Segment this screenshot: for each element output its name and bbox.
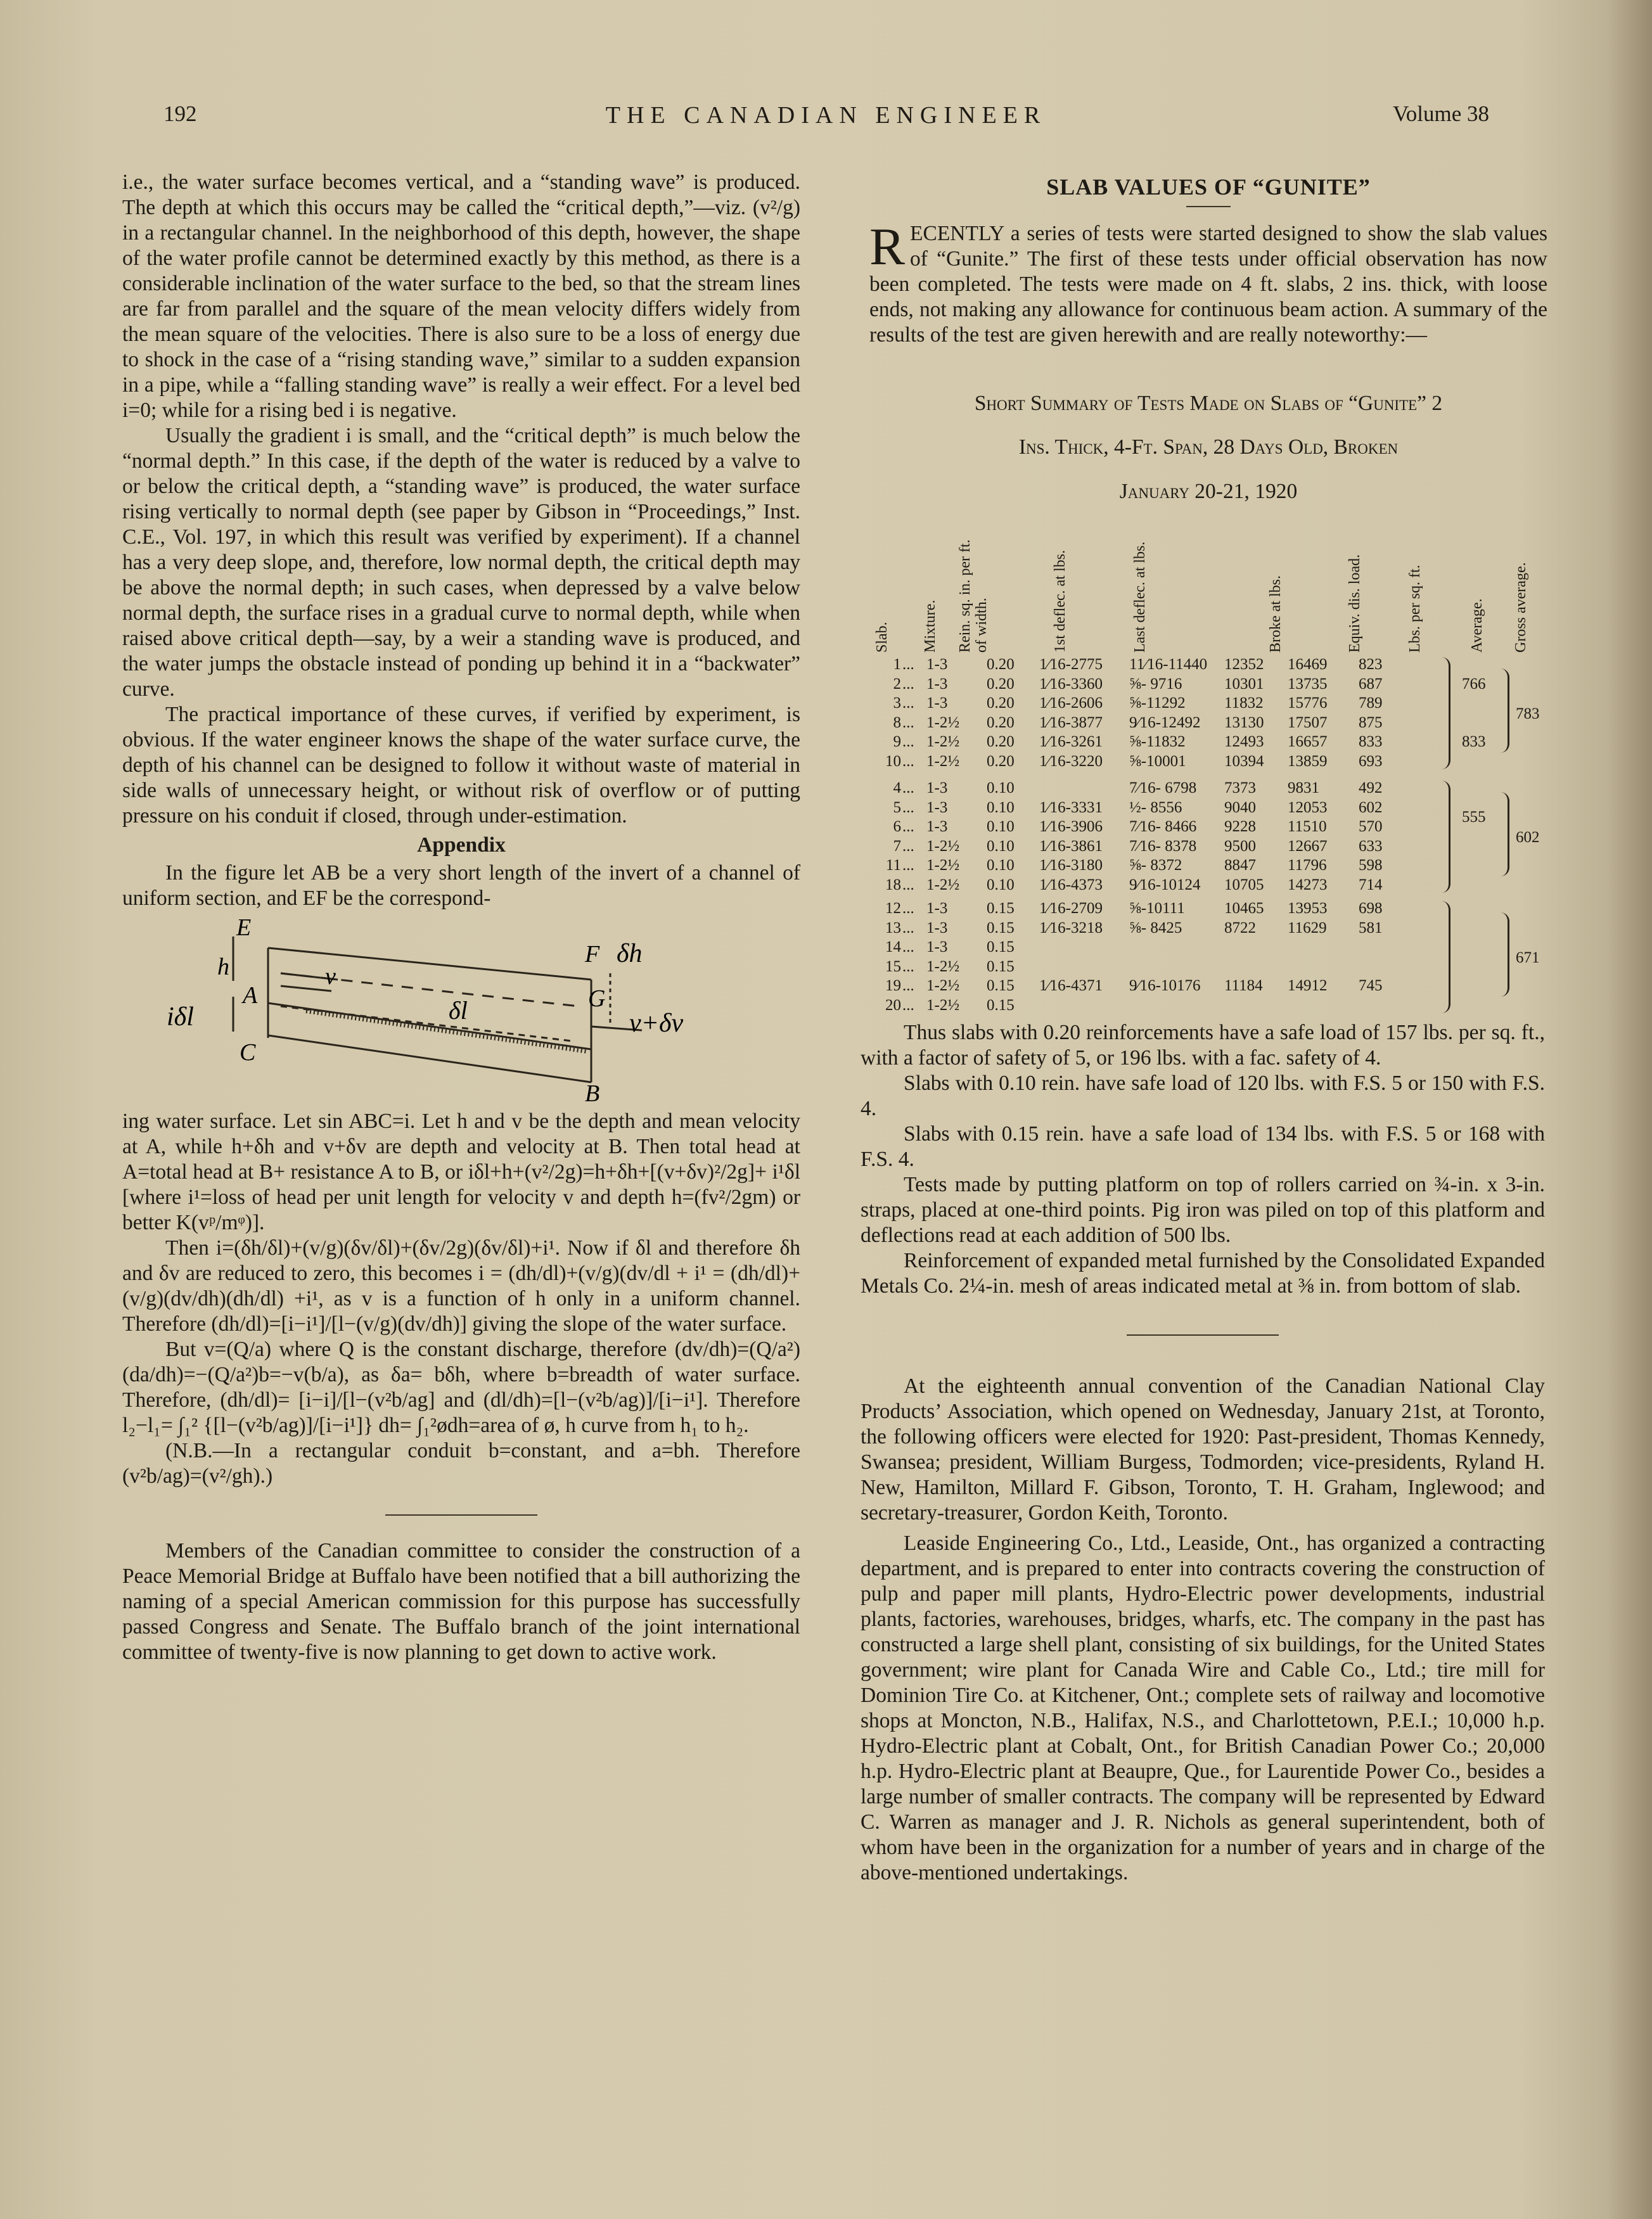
leader-dots: ... [902,900,914,917]
leader-dots: ... [902,837,914,855]
table-row [869,838,1554,859]
table-cell: ⅝-11832 [1129,733,1186,750]
gross-brace [1500,792,1509,876]
label-dh: δh [617,939,643,968]
table-row [869,779,1554,801]
leader-dots: ... [902,675,914,693]
leader-dots: ... [902,779,914,796]
table-cell: 1⁄16-4373 [1039,876,1103,893]
table-cell: 8 [893,713,901,731]
table-cell: 1-2½ [926,957,960,975]
table-header [869,504,1554,653]
paragraph: Usually the gradient i is small, and the “critical depth” is much below the “normal depth.” In this case, if the depth of the water is reduced by a valve to or below the critical depth, a “standing wave” is produced, the water surface rising vertically to normal depth (see paper by Gibson in “Proceedings,” Inst. C.E., Vol. 197, in which this result was verified by experiment). If a channel has a very deep slope, and, therefore, low normal depth, the critical depth may be above the normal depth; in such cases, when depressed by a valve below normal depth, the surface rises in a gradual curve to normal depth, while when raised above critical depth—say, by a weir a standing wave is produced, and the water jumps the obstacle instead of ponding up behind it in a “backwater” curve. [122,424,800,701]
table-cell: 10 [885,752,901,770]
leader-dots: ... [902,752,914,770]
drop-cap: R [869,217,906,276]
leader-dots: ... [902,957,914,975]
table-cell: 12 [885,900,901,917]
table-cell: 4 [893,779,901,796]
label-v-dv: v+δv [629,1009,684,1038]
table-cell: 7⁄16- 8466 [1129,818,1197,835]
table-cell: 13859 [1288,752,1328,770]
table-cell: 8847 [1224,857,1256,874]
table-cell: 1⁄16-3220 [1039,752,1103,770]
table-cell: 12667 [1288,837,1328,855]
table-cell: 11832 [1224,694,1264,712]
gross-average-value: 671 [1516,949,1540,966]
paragraph: Slabs with 0.10 rein. have safe load of 120 lbs. with F.S. 5 or 150 with F.S. 4. [861,1071,1545,1120]
leader-dots: ... [902,713,914,731]
paragraph: Leaside Engineering Co., Ltd., Leaside, Ont., has organized a contracting department, and is prepared to enter into contracts covering the construction of pulp and paper mill plants, Hydro-Electric power developments, industrial plants, factories, warehouses, bridges, wharfs, etc. The company in the past has constructed a large shell plant, consisting of six buildings, for the United States government; wire plant for Canada Wire and Cable Co., Ltd.; tire mill for Dominion Tire Co. at Kitchener, Ont.; complete sets of railway and locomotive shops at Moncton, N.B., Halifax, N.S., and Charlottetown, P.E.I.; 10,000 h.p. Hydro-Electric plant at Cobalt, Ont., for British Canadian Power Co.; 20,000 h.p. Hydro-Electric plant at Beaupre, Que., for Laurentide Power Co., besides a large number of smaller contracts. The company will be represented by Edward C. Warren as manager and J. R. Nichols as general superintendent, both of whom have been in the organization for a number of years and in charge of the above-mentioned undertakings. [861,1532,1545,1884]
table-cell: 0.15 [987,900,1015,917]
journal-title: THE CANADIAN ENGINEER [605,102,1047,129]
paragraph: In the figure let AB be a very short length of the invert of a channel of uniform section, and EF be the correspond- [122,861,800,910]
table-cell: 0.10 [987,876,1015,893]
table-cell: 10301 [1224,675,1264,693]
table-row [869,733,1554,755]
table-cell: 9040 [1224,798,1256,816]
table-row [869,656,1554,677]
gross-average-value: 602 [1516,828,1540,846]
table-cell: 1⁄16-3218 [1039,919,1103,937]
table-cell: 1-2½ [926,876,960,893]
col-header: Gross average. [1513,562,1529,653]
table-row [869,958,1554,980]
table-row [869,900,1554,921]
table-cell: 0.10 [987,857,1015,874]
col-header: Mixture. [922,599,938,653]
table-cell: 9500 [1224,837,1256,855]
table-cell: 7⁄16- 8378 [1129,837,1197,855]
table-cell: 11629 [1288,919,1327,937]
table-cell: 0.10 [987,779,1015,796]
table-cell: 0.10 [987,818,1015,835]
table-cell: 12053 [1288,798,1328,816]
label-B: B [585,1080,600,1107]
table-cell: 0.15 [987,977,1015,994]
table-cell: 875 [1359,713,1383,731]
leader-dots: ... [902,798,914,816]
table-row [869,919,1554,941]
table-cell: 11510 [1288,818,1327,835]
table-cell: 19 [885,977,901,994]
table-cell: 570 [1359,818,1383,835]
col-header: Average. [1469,598,1485,653]
gross-brace [1500,668,1509,753]
table-cell: ⅝- 9716 [1129,675,1182,693]
table-cell: 633 [1359,837,1383,855]
table-cell: 9⁄16-10176 [1129,977,1201,994]
table-cell: 10394 [1224,752,1264,770]
table-row [869,857,1554,878]
table-cell: 598 [1359,857,1383,874]
table-cell: 602 [1359,798,1383,816]
table-row [869,818,1554,840]
table-row [869,675,1554,697]
table-cell: 581 [1359,919,1383,937]
table-row [869,997,1554,1018]
leader-dots: ... [902,938,914,956]
title-rule [1186,206,1231,207]
table-cell: 14273 [1288,876,1328,893]
table-cell: 0.15 [987,938,1015,956]
gross-brace [1500,912,1509,997]
label-G: G [588,985,606,1012]
table-cell: 714 [1359,876,1383,893]
table-cell: 1-3 [926,818,948,835]
table-cell: 833 [1359,733,1383,750]
table-cell: 0.15 [987,996,1015,1014]
table-cell: 1⁄16-3360 [1039,675,1103,693]
table-row [869,753,1554,774]
paragraph: Slabs with 0.15 rein. have a safe load of 134 lbs. with F.S. 5 or 168 with F.S. 4. [861,1122,1545,1171]
label-E: E [236,914,252,941]
table-cell: 3 [893,694,901,712]
label-v: v [325,963,336,990]
table-cell: 13 [885,919,901,937]
label-A: A [243,982,258,1009]
table-cell: 0.20 [987,752,1015,770]
table-cell: ⅝- 8425 [1129,919,1182,937]
table-cell: 14912 [1288,977,1328,994]
paragraph: Tests made by putting platform on top of rollers carried on ¾-in. x 3-in. straps, placed at one-third points. Pig iron was piled on top of this platform and deflections read at each addition of 500 lbs. [861,1173,1545,1247]
average-value: 766 [1462,675,1486,693]
table-cell: 1-3 [926,900,948,917]
table-cell: 5 [893,798,901,816]
table-cell: 1-2½ [926,733,960,750]
table-cell: 6 [893,818,901,835]
paragraph: The practical importance of these curves, if verified by experiment, is obvious. If the water engineer knows the shape of the water surface curve, the depth of his channel can be designed to follow it without waste of material in side walls of unnecessary height, or without risk of overflow or of putting pressure on his conduit if closed, through under-estimation. [122,703,800,828]
table-cell: 10705 [1224,876,1264,893]
group-brace [1440,781,1450,893]
col-header: Last deflec. at lbs. [1132,541,1148,653]
table-row [869,977,1554,999]
table-cell: 1-3 [926,656,948,673]
divider [1127,1334,1279,1336]
table-row [869,876,1554,898]
table-cell: 1-3 [926,779,948,796]
table-cell: 789 [1359,694,1383,712]
appendix-heading: Appendix [417,833,506,857]
table-cell: 1-3 [926,675,948,693]
group-brace [1440,657,1450,769]
table-cell: 1-2½ [926,857,960,874]
spacer [869,348,1547,371]
table-cell: 0.10 [987,837,1015,855]
leader-dots: ... [902,977,914,994]
table-cell: 2 [893,675,901,693]
table-cell: 20 [885,996,901,1014]
article-title: SLAB VALUES OF “GUNITE” [1046,174,1371,200]
label-C: C [240,1039,256,1066]
table-cell: 9831 [1288,779,1319,796]
paragraph: But v=(Q/a) where Q is the constant discharge, therefore (dv/dh)=(Q/a²)(da/dh)=−(Q/a²)b=−v(b/a), as δa= bδh, where b=breadth of water surface. Therefore, (dh/dl)= [i−i]/[l−(v²b/ag] and (dl/dh)=[l−(v²b/ag)]/[i−i¹]. Therefore l₂−l₁= ∫₁² {[l−(v²b/ag)]/[i−i¹]} dh= ∫₁²ødh=area of ø, h curve from h₁ to h₂. [122,1338,800,1437]
right-column-top [869,174,1547,524]
table-cell: 1⁄16-4371 [1039,977,1103,994]
leader-dots: ... [902,919,914,937]
table-cell: 745 [1359,977,1383,994]
table-cell: 1⁄16-2709 [1039,900,1103,917]
label-h: h [217,954,229,980]
table-cell: 1⁄16-3261 [1039,733,1103,750]
table-row [869,714,1554,736]
table-cell: 1-3 [926,919,948,937]
table-cell: 1⁄16-3877 [1039,713,1103,731]
paragraph: Thus slabs with 0.20 reinforcements have a safe load of 157 lbs. per sq. ft., with a factor of safety of 5, or 196 lbs. with a fac. safety of 4. [861,1021,1545,1070]
table-row [869,799,1554,821]
binding-shadow [1608,0,1652,2219]
table-cell: 13130 [1224,713,1264,731]
table-cell: 16657 [1288,733,1328,750]
left-column [122,170,800,1665]
table-cell: 1-2½ [926,837,960,855]
table-cell: 1⁄16-3331 [1039,798,1103,816]
table-cell: 1-3 [926,938,948,956]
table-cell: ⅝- 8372 [1129,857,1182,874]
col-header: Rein. sq. in. per ft. of width. [957,539,990,653]
table-cell: 15776 [1288,694,1328,712]
table-cell: 7373 [1224,779,1256,796]
col-header: 1st deflec. at lbs. [1052,550,1068,653]
table-cell: 14 [885,938,901,956]
channel-diagram [122,911,800,1109]
table-cell: 17507 [1288,713,1328,731]
leader-dots: ... [902,857,914,874]
table-cell: 16469 [1288,656,1328,673]
leader-dots: ... [902,733,914,750]
label-F: F [585,941,600,968]
table-cell: 15 [885,957,901,975]
gross-average-value: 783 [1516,705,1540,722]
table-cell: 1-2½ [926,977,960,994]
table-cell: 0.10 [987,798,1015,816]
col-header: Broke at lbs. [1267,575,1284,653]
table-cell: ⅝-10001 [1129,752,1186,770]
table-cell: 0.15 [987,919,1015,937]
paragraph: (N.B.—In a rectangular conduit b=constant, and a=bh. Therefore (v²b/ag)=(v²/gh).) [122,1439,800,1488]
table-cell: 7⁄16- 6798 [1129,779,1197,796]
paragraph: ing water surface. Let sin ABC=i. Let h and v be the depth and mean velocity at A, while h+δh and v+δv are depth and velocity at B. Then total head at A=total head at B+ resistance A to B, or iδl+h+(v²/2g)=h+δh+[(v+δv)²/2g]+ i¹δl [where i¹=loss of head per unit length for velocity v and depth h=(fv²/2gm) or better K(vᵖ/mᵠ)]. [122,1110,800,1234]
table-cell: 1-2½ [926,713,960,731]
table-cell: 1⁄16-3906 [1039,818,1103,835]
table-cell: 9⁄16-12492 [1129,713,1201,731]
col-header: Equiv. dis. load. [1347,554,1363,653]
table-cell: 1⁄16-3180 [1039,857,1103,874]
page-number: 192 [163,101,197,126]
col-header: Slab. [874,622,890,653]
paragraph: Members of the Canadian committee to consider the construction of a Peace Memorial Bridge at Buffalo have been notified that a bill authorizing the naming of a special American commission for this purpose has successfully passed Congress and Senate. The Buffalo branch of the joint international committee of twenty-five is now planning to get down to active work. [122,1539,800,1664]
table-cell: ⅝-10111 [1129,900,1185,917]
paragraph: Then i=(δh/δl)+(v/g)(δv/δl)+(δv/2g)(δv/δl)+i¹. Now if δl and therefore δh and δv are reduced to zero, this becomes i = (dh/dl)+(v/g)(dv/dl + i¹ = (dh/dl)+(v/g)(dv/dh)(dh/dl) +i¹, as v is a function of h only in a uniform channel. Therefore (dh/dl)=[i−i¹]/[l−(v/g)(dv/dh)] giving the slope of the water surface. [122,1236,800,1336]
table-row [869,938,1554,960]
intro-paragraph: RECENTLY a series of tests were started designed to show the slab values of “Gunite.” The first of these tests under official observation has now been completed. The tests were made on 4 ft. slabs, 2 ins. thick, with loose ends, not making any allowance for continuous beam action. A summary of the results of the test are given herewith and are really noteworthy:— [869,217,1547,347]
test-table [869,504,1554,1014]
label-dl: δl [449,996,468,1025]
table-caption-1: Short Summary of Tests Made on Slabs of “Gunite” 2 [974,391,1443,415]
leader-dots: ... [902,694,914,712]
leader-dots: ... [902,818,914,835]
table-cell: 1⁄16-2775 [1039,656,1103,673]
table-cell: 0.20 [987,733,1015,750]
table-cell: 12352 [1224,656,1264,673]
leader-dots: ... [902,876,914,893]
table-cell: 0.20 [987,656,1015,673]
group-brace [1440,901,1450,1013]
table-cell: 0.15 [987,957,1015,975]
table-cell: 1 [893,656,901,673]
table-cell: ½- 8556 [1129,798,1182,816]
channel-figure [122,911,800,1109]
table-cell: 7 [893,837,901,855]
table-cell: 1⁄16-2606 [1039,694,1103,712]
paragraph: Reinforcement of expanded metal furnished by the Consolidated Expanded Metals Co. 2¼-in. mesh of areas indicated metal at ⅜ in. from bottom of slab. [861,1249,1545,1298]
table-cell: 0.20 [987,675,1015,693]
table-cell: 8722 [1224,919,1256,937]
table-cell: 13953 [1288,900,1328,917]
table-cell: 0.20 [987,713,1015,731]
table-cell: 687 [1359,675,1383,693]
right-column-bottom [861,1020,1545,1886]
table-caption-3: January 20-21, 1920 [1119,479,1298,503]
average-value: 833 [1462,733,1486,750]
table-cell: 0.20 [987,694,1015,712]
table-cell: 11184 [1224,977,1263,994]
table-cell: 1⁄16-3861 [1039,837,1103,855]
table-cell: 1-2½ [926,752,960,770]
table-cell: 11 [885,857,901,874]
leader-dots: ... [902,996,914,1014]
table-cell: 693 [1359,752,1383,770]
label-i-dl: iδl [167,1002,194,1032]
table-cell: 698 [1359,900,1383,917]
table-row [869,694,1554,716]
table-cell: 492 [1359,779,1383,796]
paragraph: At the eighteenth annual convention of the Canadian National Clay Products’ Association, which opened on Wednesday, January 21st, at Toronto, the following officers were elected for 1920: Past-president, Thomas Kennedy, Swansea; president, William Burgess, Todmorden; vice-presidents, Ryland H. New, Hamilton, Millard F. Gibson, Toronto, T. H. Graham, Inglewood; and secretary-treasurer, Gordon Keith, Toronto. [861,1374,1545,1525]
table-cell: 1-3 [926,694,948,712]
col-header: Lbs. per sq. ft. [1407,565,1423,653]
table-cell: 18 [885,876,901,893]
table-cell: 1-3 [926,798,948,816]
divider [385,1514,537,1516]
table-cell: 11796 [1288,857,1327,874]
leader-dots: ... [902,656,914,673]
table-cell: 1-2½ [926,996,960,1014]
paragraph: i.e., the water surface becomes vertical, and a “standing wave” is produced. The depth at which this occurs may be called the “critical depth,”—viz. (v²/g) in a rectangular channel. In the neighborhood of this depth, however, the shape of the water profile cannot be determined exactly by this method, as there is a considerable inclination of the water surface to the bed, so that the stream lines are far from parallel and the square of the mean velocity differs widely from the mean square of the velocities. There is also sure to be a loss of energy due to shock in the case of a “rising standing wave,” similar to a sudden expansion in a pipe, while a “falling standing wave” is really a weir effect. For a level bed i=0; while for a rising bed i is negative. [122,170,800,422]
table-cell: 9 [893,733,901,750]
table-cell: 12493 [1224,733,1264,750]
table-cell: 823 [1359,656,1383,673]
table-cell: 9⁄16-10124 [1129,876,1201,893]
table-cell: 11⁄16-11440 [1129,656,1208,673]
table-cell: 10465 [1224,900,1264,917]
table-cell: ⅝-11292 [1129,694,1186,712]
volume-label: Volume 38 [1393,101,1489,126]
table-cell: 9228 [1224,818,1256,835]
table-caption-2: Ins. Thick, 4-Ft. Span, 28 Days Old, Broken [1018,435,1399,459]
average-value: 555 [1462,808,1486,826]
table-cell: 13735 [1288,675,1328,693]
